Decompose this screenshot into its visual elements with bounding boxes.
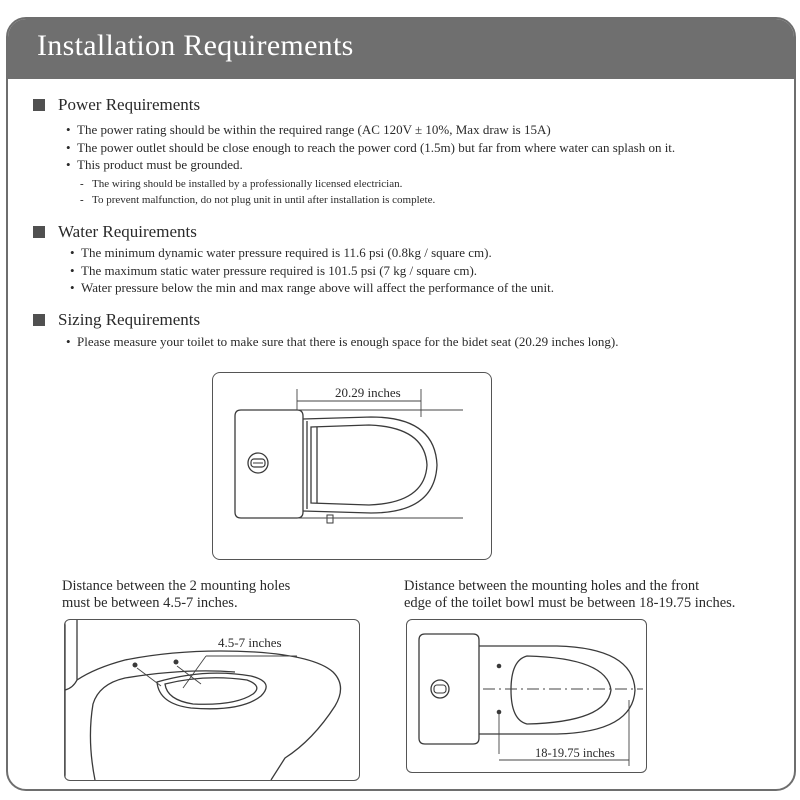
power-requirements-heading — [33, 95, 200, 115]
power-bullet-list — [66, 121, 675, 174]
mounting-hole-icon — [174, 660, 179, 665]
sizing-heading-text: Sizing Requirements — [58, 310, 201, 329]
wall-edge-shape — [65, 620, 77, 690]
sizing-requirements-heading — [33, 310, 200, 330]
water-bullet-list — [70, 244, 554, 297]
bowl-edge-caption: Distance between the mounting holes and the front edge of the toilet bowl must be between 18-19.75 inches. — [404, 578, 736, 611]
section-square-icon — [33, 99, 45, 111]
power-bullet: • This product must be grounded. — [66, 156, 675, 174]
water-bullet: • Water pressure below the min and max range above will affect the performance of the unit. — [70, 279, 554, 297]
mounting-holes-figure — [64, 619, 360, 781]
section-square-icon — [33, 314, 45, 326]
water-heading-text: Water Requirements — [58, 222, 197, 241]
seat-inner-shape — [311, 425, 427, 505]
bowl-edge-figure — [406, 619, 647, 773]
toilet-tank-shape — [235, 410, 303, 518]
seat-length-label: 20.29 inches — [335, 385, 401, 400]
mounting-holes-diagram — [65, 620, 359, 780]
sizing-bullet-list — [66, 333, 619, 351]
water-bullet: • The maximum static water pressure required is 101.5 psi (7 kg / square cm). — [70, 262, 554, 280]
sizing-bullet: • Please measure your toilet to make sure that there is enough space for the bidet seat (20.29 inches long). — [66, 333, 619, 351]
water-requirements-heading — [33, 222, 197, 242]
mounting-hole-icon — [497, 710, 502, 715]
power-bullet: • The power rating should be within the required range (AC 120V ± 10%, Max draw is 15A) — [66, 121, 675, 139]
page-header — [8, 19, 794, 79]
water-bullet: • The minimum dynamic water pressure required is 11.6 psi (0.8kg / square cm). — [70, 244, 554, 262]
power-notes-list — [80, 176, 435, 208]
page-title: Installation Requirements — [37, 29, 354, 62]
power-note: - To prevent malfunction, do not plug unit in until after installation is complete. — [80, 192, 435, 208]
seat-outline-shape — [303, 417, 437, 513]
seat-length-diagram — [213, 373, 491, 559]
mounting-hole-icon — [497, 664, 502, 669]
power-heading-text: Power Requirements — [58, 95, 201, 114]
power-note: - The wiring should be installed by a professionally licensed electrician. — [80, 176, 435, 192]
mounting-holes-label: 4.5-7 inches — [218, 635, 282, 650]
power-bullet: • The power outlet should be close enough to reach the power cord (1.5m) but far from where water can splash on it. — [66, 139, 675, 157]
bowl-edge-label: 18-19.75 inches — [535, 746, 615, 760]
seat-length-figure — [212, 372, 492, 560]
mounting-holes-caption: Distance between the 2 mounting holes must be between 4.5-7 inches. — [62, 578, 291, 611]
section-square-icon — [33, 226, 45, 238]
bowl-opening-shape — [157, 673, 266, 709]
bowl-edge-diagram — [407, 620, 646, 772]
mounting-hole-icon — [133, 663, 138, 668]
